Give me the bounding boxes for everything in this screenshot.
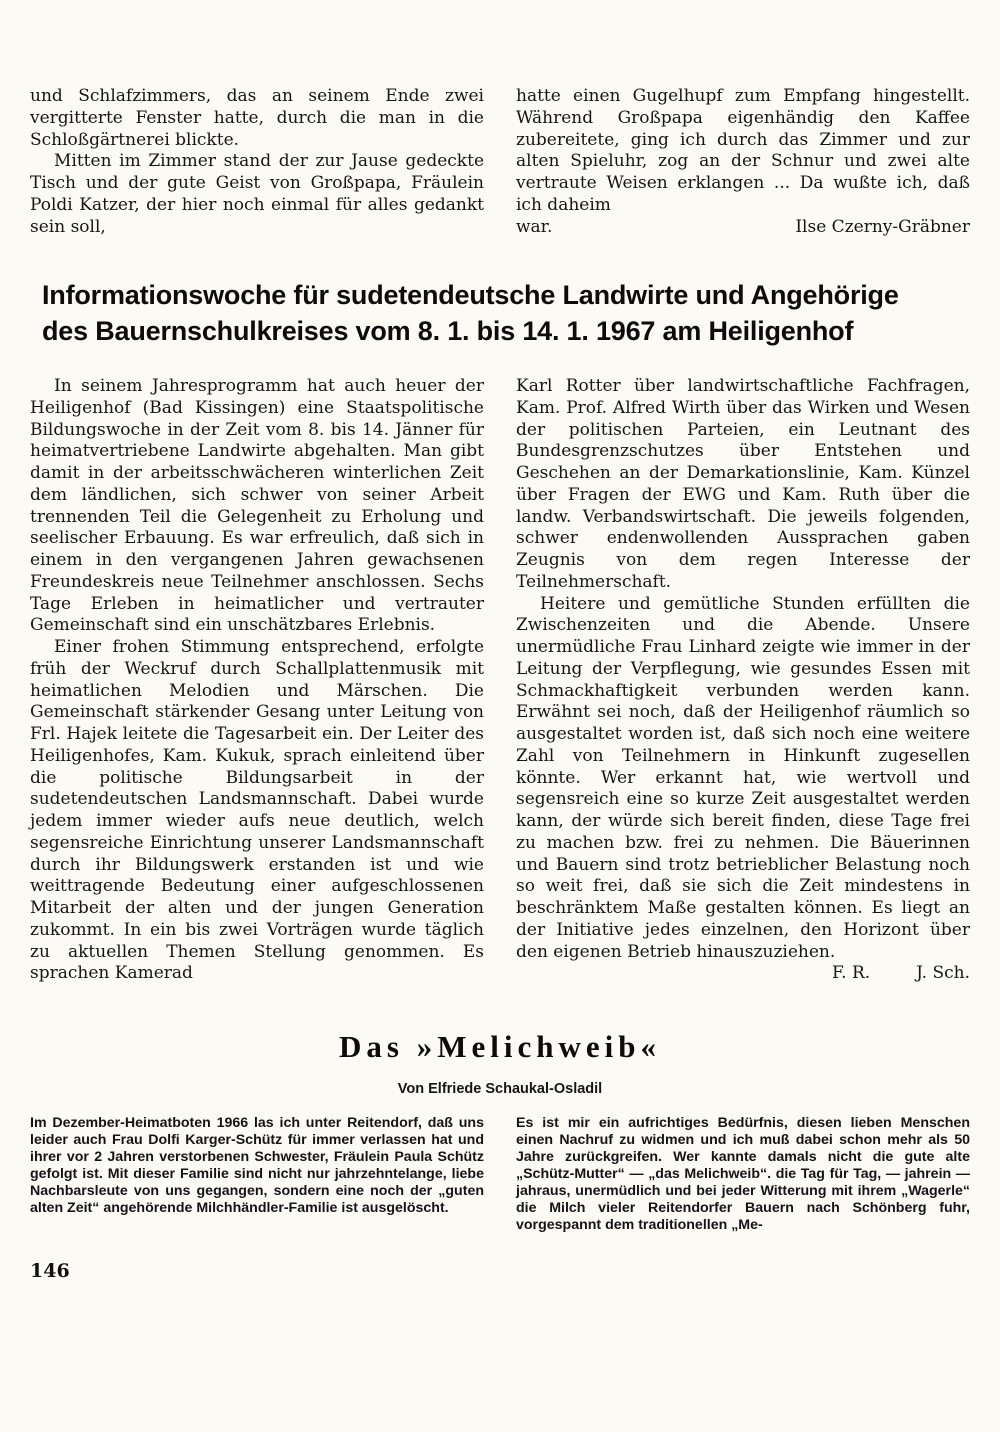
- article2-title: Das »Melichweib«: [339, 1029, 661, 1065]
- article1-body: [30, 376, 970, 985]
- author-initials: J. Sch.: [916, 963, 970, 984]
- article1-headline: [42, 278, 970, 350]
- intro-left-column: [30, 86, 484, 238]
- intro-section: [30, 86, 970, 238]
- page-number: 146: [30, 1260, 70, 1283]
- article2-left-column: [30, 1115, 484, 1234]
- intro-last-word: war.: [516, 216, 553, 237]
- article2-paragraph: Es ist mir ein aufrichtiges Bedürfnis, diesen lieben Menschen einen Nachruf zu widmen und ich muß dabei schon mehr als 50 Jahre zurückgreifen. Wer kannte damals nicht die gute alte „Schütz-Mutter“ — „das Melichweib“. die Tag für Tag, — jahrein — jahraus, unermüdlich und bei jeder Witterung mit ihrem „Wagerle“ die Milch vieler Reitendorfer Bauern nach Schönberg fuhr, vorgespannt dem traditionellen „Me-: [516, 1115, 970, 1234]
- intro-signature-line: [516, 217, 970, 239]
- article1-headline-line1: Informationswoche für sudetendeutsche Landwirte und Angehörige: [42, 280, 899, 311]
- article1-paragraph: Karl Rotter über landwirtschaftliche Fachfragen, Kam. Prof. Alfred Wirth über das Wirken und Wesen der politischen Parteien, ein Leutnant des Bundesgrenzschutzes über Entstehen und Geschehen an der Demarkationslinie, Kam. Künzel über Fragen der EWG und Kam. Ruth über die landw. Verbandswirtschaft. Die jeweils folgenden, schwer endenwollenden Aussprachen gaben Zeugnis von dem regen Interesse der Teilnehmerschaft.: [516, 376, 970, 592]
- article1-paragraph: Heitere und gemütliche Stunden erfüllten die Zwischenzeiten und die Abende. Unsere unermüdliche Frau Linhard zeigte wie immer in der Leitung der Verpflegung, wie gesundes Essen mit Schmackhaftigkeit verbunden werden kann. Erwähnt sei noch, daß der Heiligenhof räumlich so ausgestaltet worden ist, daß sich noch eine weitere Zahl von Teilnehmern in Hinkunft zugesellen könnte. Wer erkannt hat, wie wertvoll und segensreich eine so kurze Zeit ausgestaltet werden kann, der würde sich bereit finden, diese Tage frei zu machen bzw. frei zu nehmen. Die Bäuerinnen und Bauern sind trotz betrieblicher Belastung noch so weit frei, daß sie sich die Zeit mindestens in beschränktem Maße gestalten können. Es liegt an der Initiative jedes einzelnen, den Horizont über den eigenen Betrieb hinauszuziehen.: [516, 593, 970, 962]
- intro-paragraph: und Schlafzimmers, das an seinem Ende zwei vergitterte Fenster hatte, durch die man in die Schloßgärtnerei blickte.: [30, 86, 484, 150]
- author-signature: Ilse Czerny-Gräbner: [795, 216, 970, 237]
- intro-right-column: [516, 86, 970, 238]
- article2-right-column: [516, 1115, 970, 1234]
- author-initials: F. R.: [832, 963, 871, 984]
- article1-left-column: [30, 376, 484, 985]
- article1-paragraph: In seinem Jahresprogramm hat auch heuer der Heiligenhof (Bad Kissingen) eine Staatspolitische Bildungswoche in der Zeit vom 8. bis 14. Jänner für heimatvertriebene Landwirte abgehalten. Man gibt damit in der arbeitsschwächeren winterlichen Zeit dem ländlichen, sich schwer von seiner Arbeit trennenden Teil die Gelegenheit zu Erholung und seelischer Erbauung. Es war erfreulich, daß sich in einem in den vergangenen Jahren gewachsenen Freundeskreis neue Teilnehmer anschlossen. Sechs Tage Erleben in heimatlicher und vertrauter Gemeinschaft sind ein unschätzbares Erlebnis.: [30, 376, 484, 636]
- article2-byline: Von Elfriede Schaukal-Osladil: [397, 1081, 603, 1098]
- intro-paragraph: Mitten im Zimmer stand der zur Jause gedeckte Tisch und der gute Geist von Großpapa, Fräulein Poldi Katzer, der hier noch einmal für alles gedankt sein soll,: [30, 151, 484, 237]
- intro-paragraph: hatte einen Gugelhupf zum Empfang hingestellt. Während Großpapa eigenhändig den Kaffee zubereitete, ging ich durch das Zimmer und zur alten Spieluhr, zog an der Schnur und zwei alte vertraute Weisen erklangen ... Da wußte ich, daß ich daheim: [516, 86, 970, 215]
- article2-paragraph: Im Dezember-Heimatboten 1966 las ich unter Reitendorf, daß uns leider auch Frau Dolfi Karger-Schütz für immer verlassen hat und ihrer vor 2 Jahren verstorbenen Schwester, Fräulein Paula Schütz gefolgt ist. Mit dieser Familie sind nicht nur jahrzehntelange, liebe Nachbarsleute von uns gegangen, sondern eine noch der „guten alten Zeit“ angehörende Milchhändler-Familie ist ausgelöscht.: [30, 1115, 484, 1217]
- article1-signature-line: [516, 963, 970, 985]
- article1-paragraph: Einer frohen Stimmung entsprechend, erfolgte früh der Weckruf durch Schallplattenmusik mit heimatlichen Melodien und Märschen. Die Gemeinschaft stärkender Gesang unter Leitung von Frl. Hajek leitete die Tagesarbeit ein. Der Leiter des Heiligenhofes, Kam. Kukuk, sprach einleitend über die politische Bildungsarbeit in der sudetendeutschen Landsmannschaft. Dabei wurde jedem immer wieder aufs neue deutlich, welch segensreiche Einrichtung unserer Landsmannschaft durch ihr Bildungswerk erstanden ist und wie weittragende Bedeutung einer aufgeschlossenen Mitarbeit der alten und der jungen Generation zukommt. In ein bis zwei Vorträgen wurde täglich zu aktuellen Themen Stellung genommen. Es sprachen Kamerad: [30, 637, 484, 984]
- article1-right-column: [516, 376, 970, 985]
- article1-headline-line2: des Bauernschulkreises vom 8. 1. bis 14. 1. 1967 am Heiligenhof: [42, 316, 854, 347]
- article2-body: [30, 1115, 970, 1234]
